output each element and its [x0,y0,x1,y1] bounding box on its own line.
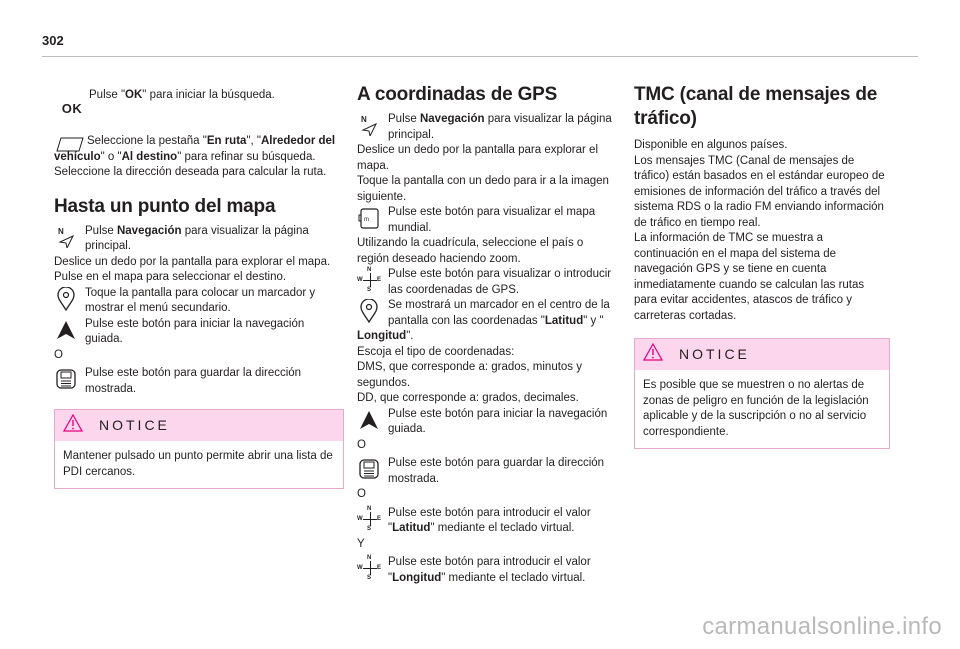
paragraph: DMS, que corresponde a: grados, minutos y segundos. [357,361,583,389]
compass-icon: N S W E [357,555,381,581]
column-3 [634,83,890,449]
notice-text: Es posible que se muestren o no alertas de zonas de peligro en función de la legislación aplicable y de la suscripción o no al servicio correspondiente. [643,379,869,438]
save-icon [357,456,381,482]
navigation-arrow-icon [357,407,381,433]
column-1 [54,88,342,489]
page-number: 302 [42,33,64,48]
navigation-arrow-icon [54,317,78,343]
ok-icon: OK [61,101,83,117]
tab-followup: Seleccione la dirección deseada para calcular la ruta. [54,166,327,178]
svg-text:m: m [364,217,369,223]
paragraph: Los mensajes TMC (Canal de mensajes de tráfico) están basados en el estándar europeo de emisiones de información del tráfico a través del sistema RDS o la radio FM enviando información de tráfico en tiempo real. [634,154,885,229]
notice-box [54,409,344,489]
paragraph: Toque la pantalla con un dedo para ir a la imagen siguiente. [357,175,609,203]
world-map-step: m Pulse este botón para visualizar el mapa mundial. [357,205,615,236]
gps-step: N S W E Pulse este botón para visualizar o introducir las coordenadas de GPS. [357,267,612,296]
or-label: O [54,348,63,361]
paragraph: DD, que corresponde a: grados, decimales. [357,392,579,404]
notice-header [635,339,889,370]
notice-box [634,338,890,449]
navigation-icon [357,112,381,138]
section-heading-map-point: Hasta un punto del mapa [54,195,276,217]
tab-step: Seleccione la pestaña "En ruta", "Alrededor del vehículo" o "Al destino" para refinar su búsqueda. [54,135,336,163]
compass-icon: N S W E [357,267,381,293]
warning-icon [643,343,663,367]
paragraph: Deslice un dedo por la pantalla para explorar el mapa. [54,255,331,268]
marker-step: Se mostrará un marcador en el centro de la pantalla con las coordenadas "Latitud" y " [357,298,615,329]
guide-step: Pulse este botón para iniciar la navegación guiada. [54,317,342,348]
watermark: carmanualsonline.info [702,613,942,640]
notice-text: Mantener pulsado un punto permite abrir una lista de PDI cercanos. [63,450,333,478]
notice-title: NOTICE [99,416,170,433]
marker-step-continued: Longitud". [357,330,414,342]
svg-text:N: N [361,115,367,124]
world-map-icon [357,205,381,231]
save-icon [54,366,78,392]
map-pin-icon [357,298,381,324]
latitude-step: N S W E Pulse este botón para introducir el valor "Latitud" mediante el teclado virtual. [357,505,591,534]
navigation-icon [54,224,78,250]
paragraph: Deslice un dedo por la pantalla para explorar el mapa. [357,144,599,172]
guide-step: Pulse este botón para iniciar la navegación guiada. [357,407,615,438]
save-step: Pulse este botón para guardar la dirección mostrada. [357,456,615,487]
paragraph: Pulse en el mapa para seleccionar el destino. [54,271,287,283]
longitude-step: N S W E Pulse este botón para introducir el valor "Longitud" mediante el teclado virtual. [357,555,591,584]
nav-step: N Pulse Navegación para visualizar la página principal. [54,224,342,255]
marker-step: Toque la pantalla para colocar un marcador y mostrar el menú secundario. [54,286,342,317]
paragraph: La información de TMC se muestra a continuación en el mapa del sistema de navegación GPS y se tiene en cuenta inmediatamente cuando se calculan las rutas para evitar accidentes, atascos de tráfico y carreteras cortadas. [634,232,865,322]
and-label: Y [357,537,365,550]
or-label: O [357,438,366,451]
paragraph: Disponible en algunos países. [634,139,788,151]
tab-icon [55,136,85,160]
column-2 [357,83,615,586]
warning-icon [63,414,83,438]
section-heading-gps: A coordinadas de GPS [357,84,558,105]
ok-step-text: Pulse "OK" para iniciar la búsqueda. [89,89,275,101]
ok-step [61,88,342,122]
map-pin-icon [54,286,78,312]
paragraph: Utilizando la cuadrícula, seleccione el país o región deseado haciendo zoom. [357,237,584,265]
header-rule [42,56,918,57]
svg-text:N: N [58,226,64,236]
section-heading-tmc: TMC (canal de mensajes de tráfico) [634,84,878,129]
notice-header [55,410,343,441]
compass-icon: N S W E [357,505,381,532]
paragraph: Escoja el tipo de coordenadas: [357,345,515,358]
save-step: Pulse este botón para guardar la dirección mostrada. [54,366,342,397]
notice-title: NOTICE [679,345,750,362]
or-label: O [357,488,366,500]
nav-step: N Pulse Navegación para visualizar la página principal. [357,112,615,143]
